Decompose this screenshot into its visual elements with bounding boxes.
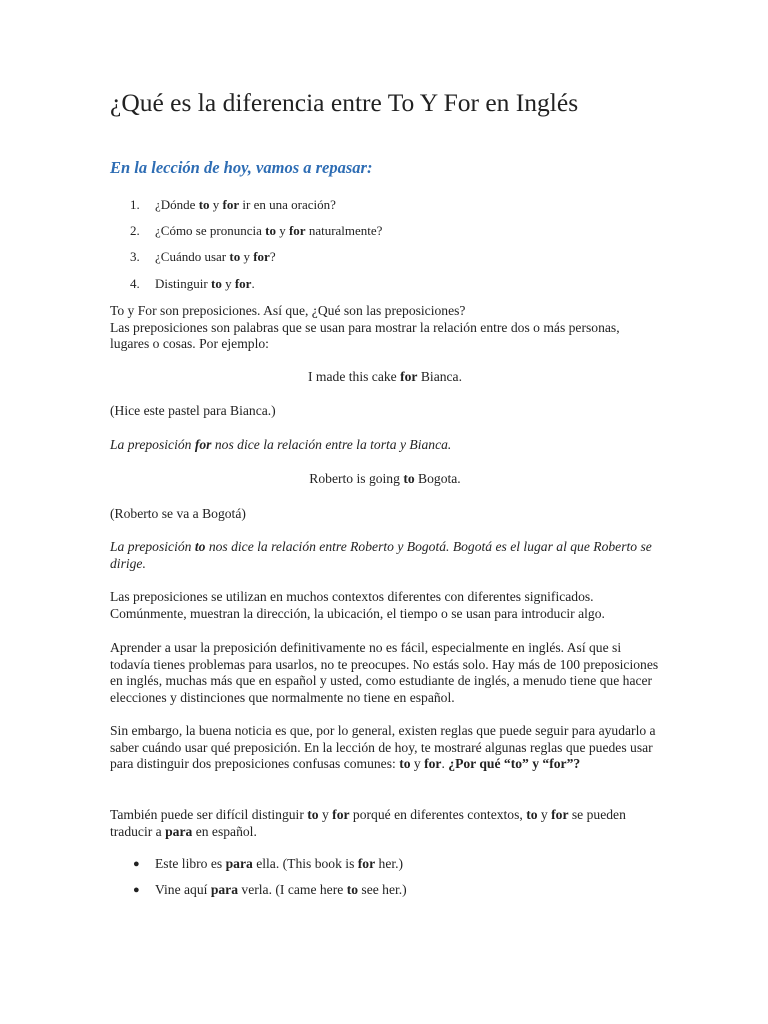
bullet-list-item <box>133 856 403 872</box>
body-text: Sin embargo, la buena noticia es que, por lo general, existen reglas que puede seguir para ayudarlo a saber cuándo usar qué preposición. En la lección de hoy, te mostraré algunas reglas que puedes usar para distinguir dos preposiciones confusas comunes: <box>110 723 656 771</box>
body-text: . <box>441 756 449 771</box>
list-number: 4. <box>130 276 140 291</box>
section-subtitle: En la lección de hoy, vamos a repasar: <box>110 158 373 177</box>
list-text: ir en una oración? <box>239 197 336 212</box>
bullet-text: see her.) <box>358 882 407 897</box>
body-text: se pueden traducir a <box>110 807 626 839</box>
keyword: for <box>222 197 240 212</box>
list-text: ? <box>269 249 276 264</box>
keyword: for <box>288 223 306 238</box>
ordered-list-item <box>130 276 255 292</box>
ordered-list-item <box>130 197 336 213</box>
body-paragraph: Las preposiciones se utilizan en muchos contextos diferentes con diferentes significados. Comúnmente, muestran la dirección, la ubicación, el tiempo o se usan para introducir algo. <box>110 589 605 621</box>
bullet-text: Vine aquí <box>155 882 211 897</box>
body-text: y <box>410 756 425 771</box>
body-text: porqué en diferentes contextos, <box>349 807 527 822</box>
example-text: Bianca. <box>417 369 462 384</box>
keyword: for <box>357 856 376 871</box>
example-text: Bogota. <box>414 471 461 486</box>
intro-line: To y For son preposiciones. Así que, ¿Qué son las preposiciones? <box>110 303 466 318</box>
list-number: 3. <box>130 249 140 264</box>
example-translation: (Hice este pastel para Bianca.) <box>110 403 276 418</box>
list-text: ¿Cómo se pronuncia <box>155 223 266 238</box>
keyword: for <box>194 437 212 452</box>
keyword: to <box>194 539 206 554</box>
list-text: . <box>251 276 255 291</box>
bullet-text: verla. (I came here <box>238 882 347 897</box>
ordered-list-item <box>130 223 382 239</box>
bullet-icon: ● <box>133 884 140 896</box>
keyword: for <box>332 807 350 822</box>
list-text: ¿Dónde <box>155 197 199 212</box>
body-text: También puede ser difícil distinguir <box>110 807 308 822</box>
list-text: Distinguir <box>155 276 211 291</box>
note-text: nos dice la relación entre Roberto y Bogotá. Bogotá es el lugar al que Roberto se dirige. <box>110 539 652 571</box>
keyword: to <box>399 756 411 771</box>
keyword: para <box>165 823 193 839</box>
body-paragraph: Aprender a usar la preposición definitivamente no es fácil, especialmente en inglés. Así que si todavía tienes problemas para usarlos, no te preocupes. No estás solo. Hay más de 100 preposiciones en inglés, muchas más que en español y usted, como estudiante de inglés, a menudo tiene que hacer elecciones y distinciones que normalmente no tiene en español. <box>110 640 659 705</box>
list-text: ¿Cuándo usar <box>155 249 230 264</box>
keyword: to <box>403 471 415 486</box>
list-text: y <box>209 197 223 212</box>
keyword: to <box>346 882 359 897</box>
page-title: ¿Qué es la diferencia entre To Y For en Inglés <box>110 88 579 117</box>
body-text: en español. <box>192 823 257 839</box>
example-note <box>110 437 660 454</box>
list-text: y <box>275 223 289 238</box>
ordered-list-item <box>130 249 276 265</box>
keyword: for <box>551 807 569 822</box>
intro-line: Las preposiciones son palabras que se usan para mostrar la relación entre dos o más personas, lugares o cosas. Por ejemplo: <box>110 319 620 351</box>
bold-question: ¿Por qué “to” y “for”? <box>448 756 581 771</box>
keyword: to <box>526 807 538 822</box>
bullet-list-item <box>133 882 407 898</box>
keyword: to <box>265 223 276 238</box>
bullet-text: ella. (This book is <box>252 856 358 871</box>
body-paragraph <box>110 807 660 840</box>
example-translation: (Roberto se va a Bogotá) <box>110 506 246 521</box>
bullet-text: Este libro es <box>155 856 226 871</box>
keyword: to <box>198 197 210 212</box>
note-text: La preposición <box>110 539 195 554</box>
example-text: Roberto is going <box>309 471 404 486</box>
list-text: y <box>240 249 254 264</box>
example-note <box>110 539 660 572</box>
keyword: to <box>307 807 319 822</box>
intro-paragraph <box>110 303 660 353</box>
list-text: y <box>221 276 235 291</box>
body-text: y <box>318 807 333 822</box>
example-sentence <box>110 369 660 386</box>
keyword: para <box>210 882 238 897</box>
list-number: 1. <box>130 197 140 212</box>
keyword: to <box>229 249 241 264</box>
bullet-icon: ● <box>133 858 140 870</box>
body-paragraph <box>110 723 660 773</box>
keyword: for <box>253 249 270 264</box>
note-text: nos dice la relación entre la torta y Bianca. <box>211 437 452 452</box>
keyword: for <box>400 369 418 384</box>
keyword: for <box>234 276 252 291</box>
example-sentence <box>110 471 660 488</box>
body-text: y <box>537 807 552 822</box>
list-text: naturalmente? <box>305 223 383 238</box>
keyword: to <box>210 276 222 291</box>
keyword: para <box>225 856 253 871</box>
bullet-text: her.) <box>375 856 404 871</box>
example-text: I made this cake <box>307 369 401 384</box>
keyword: for <box>424 756 442 771</box>
list-number: 2. <box>130 223 140 238</box>
note-text: La preposición <box>110 437 195 452</box>
